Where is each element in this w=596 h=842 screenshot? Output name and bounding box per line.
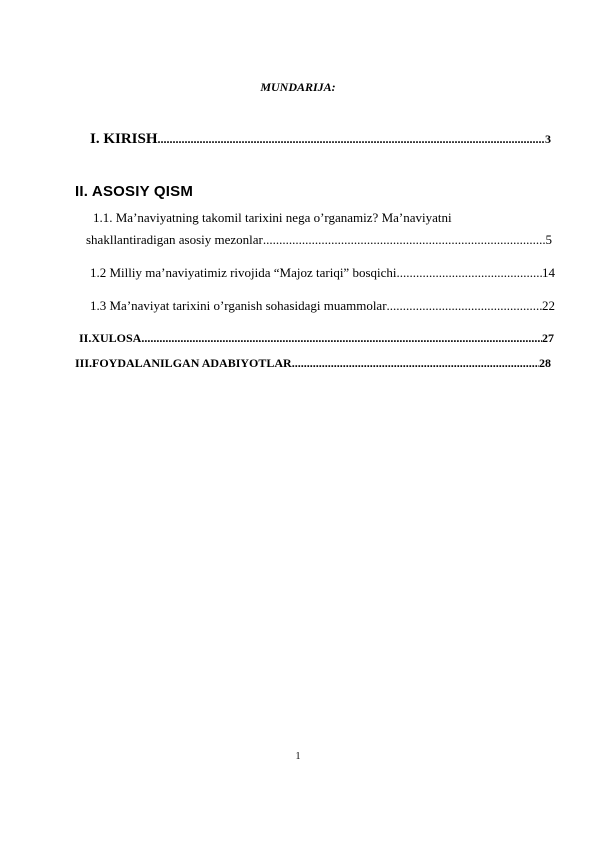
toc-leader bbox=[263, 232, 546, 248]
toc-label: II.XULOSA bbox=[79, 331, 142, 345]
toc-page-number: 3 bbox=[545, 132, 551, 146]
toc-leader bbox=[397, 265, 542, 281]
toc-label: shakllantiradigan asosiy mezonlar bbox=[86, 232, 263, 247]
toc-leader bbox=[141, 331, 542, 346]
toc-section-heading: II. ASOSIY QISM bbox=[75, 183, 194, 200]
toc-entry-1-1-line2[interactable] bbox=[86, 232, 552, 248]
toc-label: 1.3 Ma’naviyat tarixini o’rganish sohasidagi muammolar bbox=[90, 298, 387, 313]
toc-number: III. bbox=[75, 356, 93, 370]
toc-entry-1-1-line1[interactable]: 1.1. Ma’naviyatning takomil tarixini nega o’rganamiz? Ma’naviyatni bbox=[93, 210, 452, 225]
toc-label: I. KIRISH bbox=[90, 131, 158, 147]
toc-page-number: 14 bbox=[542, 265, 555, 280]
toc-entry-foydalanilgan-adabiyotlar[interactable] bbox=[75, 356, 551, 371]
toc-leader bbox=[387, 298, 542, 314]
toc-entry-kirish[interactable] bbox=[90, 131, 551, 148]
toc-entry-1-3[interactable] bbox=[90, 298, 555, 314]
toc-entry-1-2[interactable] bbox=[90, 265, 555, 281]
toc-label: 1.2 Milliy ma’naviyatimiz rivojida “Majoz tariqi” bosqichi bbox=[90, 265, 397, 280]
page-title: MUNDARIJA: bbox=[260, 80, 336, 94]
toc-entry-xulosa[interactable] bbox=[79, 331, 554, 346]
toc-leader bbox=[292, 356, 539, 371]
toc-label: FOYDALANILGAN ADABIYOTLAR bbox=[92, 356, 292, 370]
page-number: 1 bbox=[295, 751, 301, 762]
toc-page-number: 28 bbox=[539, 356, 551, 370]
toc-page-number: 22 bbox=[542, 298, 555, 313]
toc-page-number: 27 bbox=[542, 331, 554, 345]
toc-leader bbox=[158, 132, 545, 147]
toc-page-number: 5 bbox=[545, 232, 552, 247]
